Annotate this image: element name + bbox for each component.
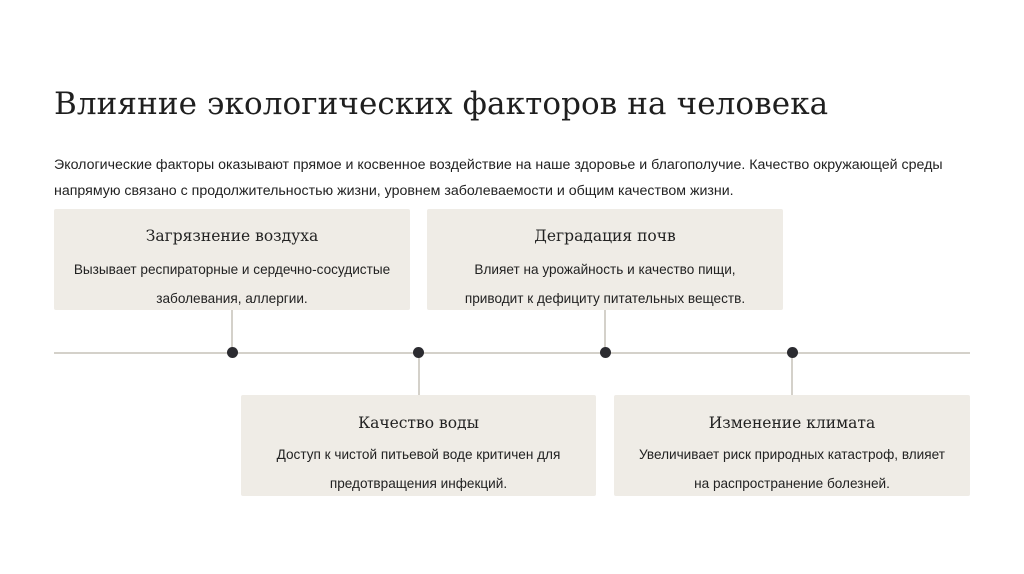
slide-title: Влияние экологических факторов на человека	[54, 86, 829, 122]
card-description: Увеличивает риск природных катастроф, влияет на распространение болезней.	[639, 447, 945, 491]
card-title: Изменение климата	[708, 414, 876, 432]
card-description: Влияет на урожайность и качество пищи, приводит к дефициту питательных веществ.	[464, 262, 746, 306]
timeline-axis	[54, 352, 970, 354]
timeline-marker-climate	[787, 347, 798, 358]
intro-paragraph: Экологические факторы оказывают прямое и косвенное воздействие на наше здоровье и благополучие. Качество окружающей среды напрямую связано с продолжительностью жизни, уровнем заболеваемости и общим качеством жизни.	[54, 157, 943, 199]
card-climate-change	[614, 395, 970, 496]
card-title: Качество воды	[358, 414, 479, 432]
card-soil-degradation	[427, 209, 783, 310]
connector-water	[418, 353, 420, 395]
timeline-marker-water	[413, 347, 424, 358]
card-description: Доступ к чистой питьевой воде критичен для предотвращения инфекций.	[276, 447, 561, 491]
card-title: Загрязнение воздуха	[145, 227, 319, 245]
card-water-quality	[241, 395, 596, 496]
timeline-marker-air	[227, 347, 238, 358]
card-title: Деградация почв	[534, 227, 676, 245]
timeline-marker-soil	[600, 347, 611, 358]
card-description: Вызывает респираторные и сердечно-сосудистые заболевания, аллергии.	[73, 262, 391, 306]
card-air-pollution	[54, 209, 410, 310]
connector-climate	[791, 353, 793, 395]
